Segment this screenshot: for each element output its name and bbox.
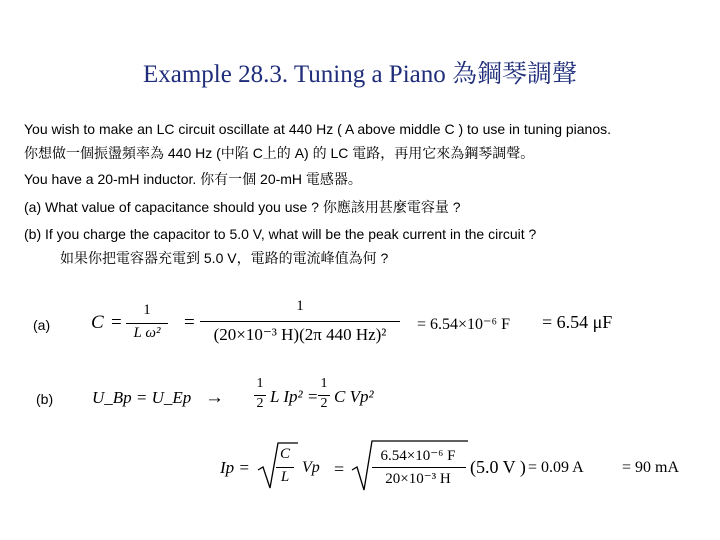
equals-sign: =: [111, 312, 122, 333]
peak-current-symbol: Ip =: [220, 458, 250, 477]
capacitor-energy: C Vp²: [334, 387, 374, 406]
capacitance-symbol: C: [91, 312, 104, 333]
fraction-denominator: (20×10⁻³ H)(2π 440 Hz)²: [213, 325, 387, 344]
result-milliamperes: = 90 mA: [622, 459, 680, 476]
root-numerator: C: [279, 446, 290, 462]
fraction-numerator: 1: [143, 302, 151, 318]
intro-chinese: 你想做一個振盪頻率為 440 Hz (中陷 C上的 A) 的 LC 電路，再用它來為鋼琴調聲。: [24, 145, 535, 161]
fraction-bar: [126, 323, 168, 324]
intro-english: You wish to make an LC circuit oscillate at 440 Hz ( A above middle C ) to use in tuning pianos.: [24, 121, 612, 137]
half-denominator: 2: [256, 396, 264, 411]
inductor-energy: L Ip² =: [270, 387, 319, 406]
root-denominator: L: [280, 469, 290, 485]
result-amperes: = 0.09 A: [528, 459, 584, 476]
part-b-label: (b): [36, 391, 54, 407]
half-denominator: 2: [320, 396, 328, 411]
half-numerator: 1: [256, 376, 264, 391]
part-a-label: (a): [33, 317, 51, 333]
equals-sign: =: [334, 459, 345, 479]
half-numerator: 1: [320, 376, 328, 391]
root-numerator: 6.54×10⁻⁶ F: [380, 448, 456, 464]
result-farads: = 6.54×10⁻⁶ F: [417, 316, 510, 333]
fraction-bar: [200, 321, 400, 322]
fraction-bar: [372, 467, 466, 468]
voltage-value: (5.0 V ): [470, 457, 526, 477]
energy-equality: U_Bp = U_Ep: [92, 388, 192, 407]
peak-voltage-symbol: Vp: [302, 459, 320, 476]
page-title: Example 28.3. Tuning a Piano 為鋼琴調聲: [142, 61, 578, 88]
equals-sign: =: [184, 312, 195, 333]
result-microfarads: = 6.54 μF: [542, 312, 613, 332]
question-b-chinese: 如果你把電容器充電到 5.0 V，電路的電流峰值為何 ?: [60, 250, 389, 266]
question-b-english: (b) If you charge the capacitor to 5.0 V, what will be the peak current in the circuit ?: [24, 226, 537, 242]
question-a: (a) What value of capacitance should you use ? 你應該用甚麼電容量 ?: [24, 199, 461, 215]
implies-arrow: →: [205, 387, 224, 408]
fraction-bar: [276, 467, 294, 468]
fraction-denominator: L ω²: [133, 325, 161, 341]
root-denominator: 20×10⁻³ H: [385, 471, 451, 487]
fraction-numerator: 1: [296, 298, 304, 314]
inductor-statement: You have a 20-mH inductor. 你有一個 20-mH 電感器。: [24, 171, 362, 187]
